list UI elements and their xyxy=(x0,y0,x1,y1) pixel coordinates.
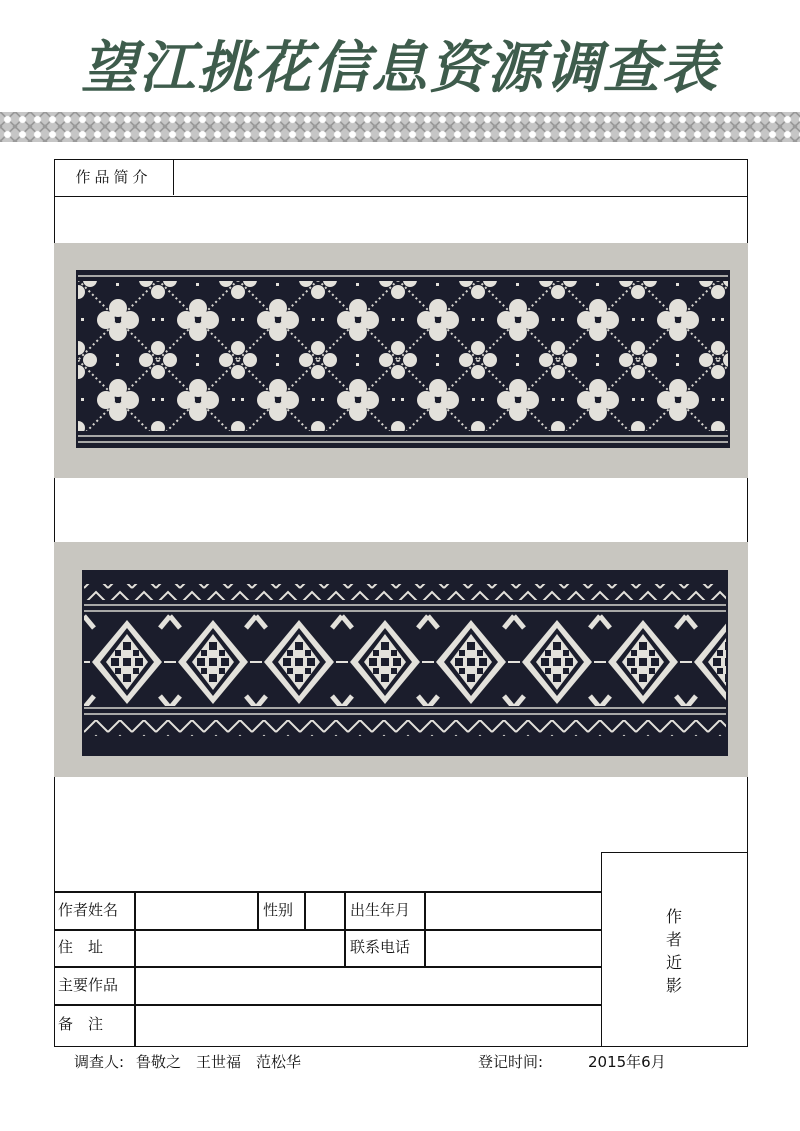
birth-label: 出生年月 xyxy=(350,901,411,919)
address-label: 住 址 xyxy=(58,938,104,956)
remarks-label: 备 注 xyxy=(58,1015,104,1033)
works-label: 主要作品 xyxy=(58,976,119,994)
author-info-table xyxy=(54,891,601,1047)
author-name-label: 作者姓名 xyxy=(58,901,119,919)
investigator-label: 调查人: xyxy=(74,1053,125,1071)
investigators: 鲁敬之 王世福 范松华 xyxy=(136,1053,302,1071)
registration-date-label: 登记时间: xyxy=(478,1053,544,1071)
phone-label: 联系电话 xyxy=(350,938,411,956)
portrait-label-char: 作 xyxy=(665,907,682,926)
portrait-label-char: 影 xyxy=(665,976,682,995)
portrait-label-char: 者 xyxy=(665,930,682,949)
decorative-pattern-band xyxy=(0,112,800,142)
portrait-label-char: 近 xyxy=(665,953,682,972)
registration-date: 2015年6月 xyxy=(588,1053,666,1071)
author-portrait-box[interactable] xyxy=(601,852,748,1047)
gender-label: 性别 xyxy=(263,901,294,919)
intro-field[interactable] xyxy=(176,159,744,195)
intro-label: 作品简介 xyxy=(54,159,174,195)
portrait-label xyxy=(602,905,746,997)
embroidery-photo-flower-lattice xyxy=(54,243,748,478)
page-title: 望江挑花信息资源调查表 xyxy=(81,35,719,101)
embroidery-photo-diamond-band xyxy=(54,542,748,777)
intro-row xyxy=(54,159,748,197)
